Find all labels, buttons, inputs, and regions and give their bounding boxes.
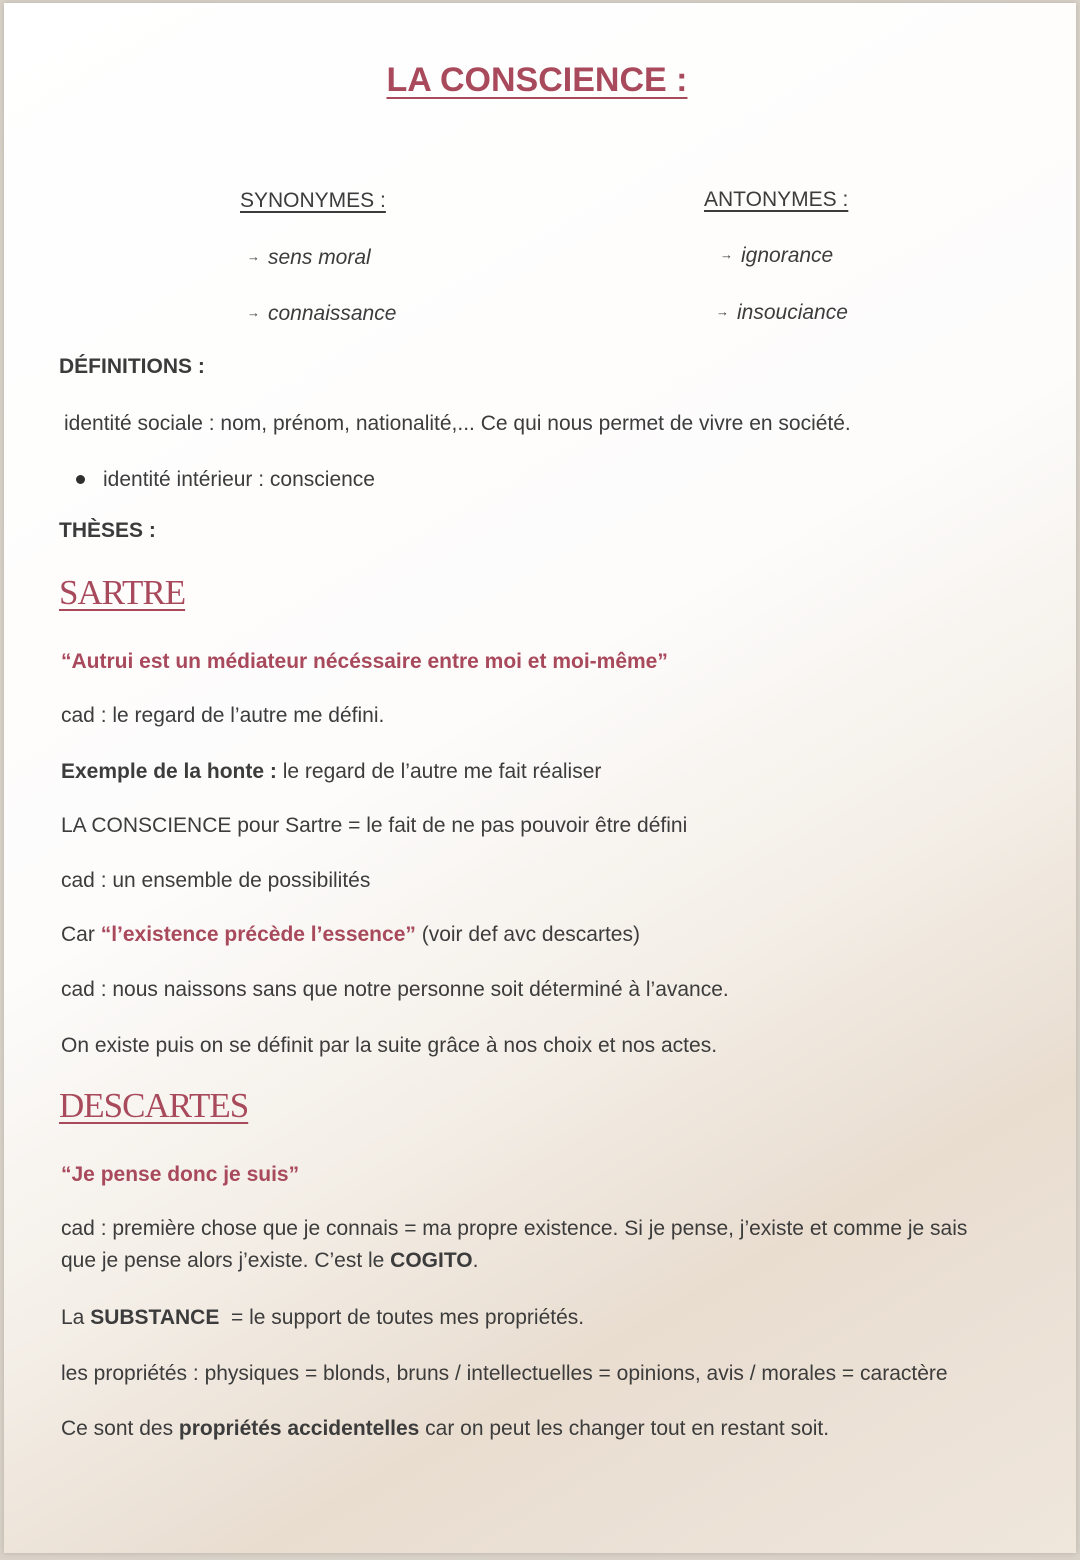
descartes-line: La SUBSTANCE = le support de toutes mes propriétés. [61,1306,585,1329]
antonyms-header: ANTONYMES : [704,188,849,211]
descartes-line: Ce sont des propriétés accidentelles car on peut les changer tout en restant soit. [61,1417,830,1440]
definition-line: identité sociale : nom, prénom, nationalité,... Ce qui nous permet de vivre en société. [64,412,851,435]
sartre-quote: “Autrui est un médiateur nécéssaire entre moi et moi-même” [61,650,668,673]
sartre-line: LA CONSCIENCE pour Sartre = le fait de ne pas pouvoir être défini [61,814,688,837]
author-descartes: DESCARTES [59,1086,249,1125]
sartre-line: Exemple de la honte : le regard de l’autre me fait réaliser [61,760,602,783]
definition-bullet: identité intérieur : conscience [76,468,375,492]
document-page [4,3,1076,1553]
antonym-item: → ignorance [720,244,834,267]
arrow-icon: → [247,249,260,264]
descartes-line: les propriétés : physiques = blonds, bruns / intellectuelles = opinions, avis / morales = caractère [61,1362,948,1385]
antonym-item: → insouciance [716,301,848,324]
arrow-icon: → [716,304,729,319]
sartre-line: Car “l’existence précède l’essence” (voir def avc descartes) [61,923,640,946]
bullet-icon [76,475,85,484]
sartre-line: cad : nous naissons sans que notre personne soit déterminé à l’avance. [61,978,729,1001]
arrow-icon: → [720,247,733,262]
page-title: LA CONSCIENCE : [386,61,688,99]
descartes-quote: “Je pense donc je suis” [61,1163,300,1186]
arrow-icon: → [247,305,260,320]
synonym-item: → sens moral [247,246,371,269]
descartes-line: cad : première chose que je connais = ma propre existence. Si je pense, j’existe et comme je sais [61,1217,968,1240]
sartre-line: cad : un ensemble de possibilités [61,869,371,892]
descartes-line: que je pense alors j’existe. C’est le COGITO. [61,1249,479,1272]
synonyms-header: SYNONYMES : [240,189,386,212]
definitions-header: DÉFINITIONS : [59,355,205,378]
sartre-line: cad : le regard de l’autre me défini. [61,704,385,727]
theses-header: THÈSES : [59,519,156,542]
synonym-item: → connaissance [247,302,397,325]
author-sartre: SARTRE [59,573,186,612]
sartre-line: On existe puis on se définit par la suite grâce à nos choix et nos actes. [61,1034,718,1057]
